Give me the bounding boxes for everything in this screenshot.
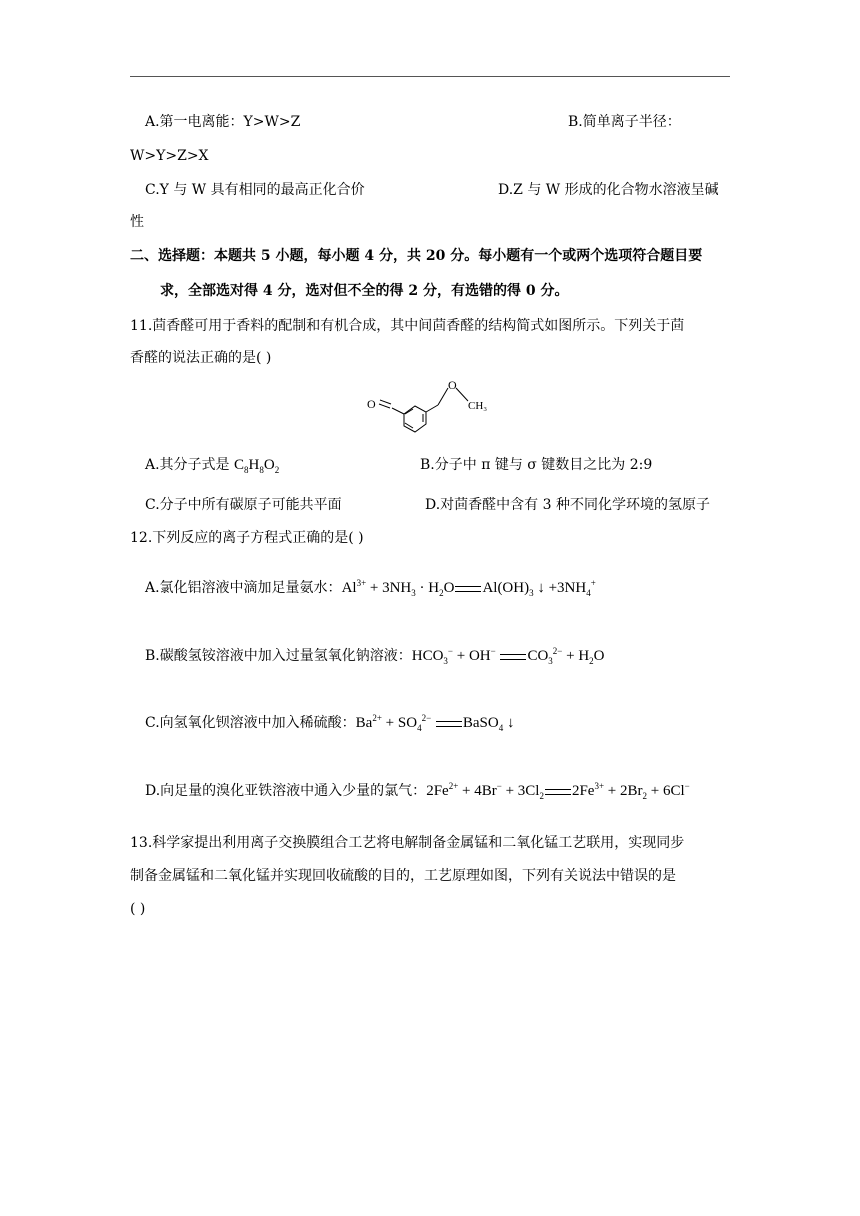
section2-heading-line1: 二、选择题：本题共 5 小题，每小题 4 分，共 20 分。每小题有一个或两个选项符合题目要 xyxy=(130,248,703,264)
q11-option-a: A.其分子式是 $C_8H_8O_2$ xyxy=(145,457,280,475)
mol-o2-label: O xyxy=(448,378,457,392)
mol-o-label: O xyxy=(367,397,376,411)
equation-a: $Al^{3+} + 3NH_3 \cdot H_2O$ $Al(OH)_3$ ↓ $+3NH_4^+$ xyxy=(341,578,596,598)
q12-option-b: B.碳酸氢铵溶液中加入过量氢氧化钠溶液：$HCO_3^- + OH^-$ $CO_3^{2-} + H_2O$ xyxy=(145,646,605,666)
m-anisaldehyde-structure xyxy=(364,378,494,442)
formula-c8h8o2: $C_8H_8O_2$ xyxy=(234,457,280,475)
equation-c: $Ba^{2+} + SO_4^{2-}$ BaSO$_4$ ↓ xyxy=(355,713,515,733)
q10-option-c: C.Y 与 W 具有相同的最高正化合价 xyxy=(145,182,365,198)
q13-stem-line1: 13.科学家提出利用离子交换膜组合工艺将电解制备金属锰和二氧化锰工艺联用，实现同步 xyxy=(130,835,685,851)
q13-stem-line3: ( ) xyxy=(130,901,146,917)
q11-stem-line1: 11.茴香醛可用于香料的配制和有机合成，其中间茴香醛的结构简式如图所示。下列关于茴 xyxy=(130,318,685,334)
mol-ch3-label: CH₃ xyxy=(468,400,488,412)
q10-option-d-cont: 性 xyxy=(130,214,144,230)
q11-stem-line2: 香醛的说法正确的是( ) xyxy=(130,350,272,366)
q10-option-a: A.第一电离能：Y>W>Z xyxy=(145,114,301,130)
q11-option-d: D.对茴香醛中含有 3 种不同化学环境的氢原子 xyxy=(425,497,710,513)
q12-option-a: A.氯化铝溶液中滴加足量氨水：$Al^{3+} + 3NH_3 \cdot H_2O$ $Al(OH)_3$ ↓ $+3NH_4^+$ xyxy=(145,578,596,598)
equation-d: $2Fe^{2+} + 4Br^- + 3Cl_2$ $2Fe^{3+} + 2Br_2 + 6Cl^-$ xyxy=(426,781,690,801)
q11-option-c: C.分子中所有碳原子可能共平面 xyxy=(145,497,342,513)
header-rule xyxy=(130,76,730,77)
q12-option-d: D.向足量的溴化亚铁溶液中通入少量的氯气：$2Fe^{2+} + 4Br^- + 3Cl_2$ $2Fe^{3+} + 2Br_2 + 6Cl^-$ xyxy=(145,781,690,801)
q13-stem-line2: 制备金属锰和二氧化锰并实现回收硫酸的目的，工艺原理如图，下列有关说法中错误的是 xyxy=(130,868,676,884)
q11-option-b: B.分子中 π 键与 σ 键数目之比为 2:9 xyxy=(420,457,653,473)
section2-heading-line2: 求，全部选对得 4 分，选对但不全的得 2 分，有选错的得 0 分。 xyxy=(160,283,569,299)
q12-stem: 12.下列反应的离子方程式正确的是( ) xyxy=(130,530,364,546)
q10-option-b: B.简单离子半径： xyxy=(568,114,681,130)
equation-b: $HCO_3^- + OH^-$ $CO_3^{2-} + H_2O$ xyxy=(411,646,605,666)
q10-option-d: D.Z 与 W 形成的化合物水溶液呈碱 xyxy=(498,182,719,198)
q10-option-b-cont: W>Y>Z>X xyxy=(130,148,209,164)
q12-option-c: C.向氢氧化钡溶液中加入稀硫酸：$Ba^{2+} + SO_4^{2-}$ BaSO$_4$ ↓ xyxy=(145,713,515,733)
